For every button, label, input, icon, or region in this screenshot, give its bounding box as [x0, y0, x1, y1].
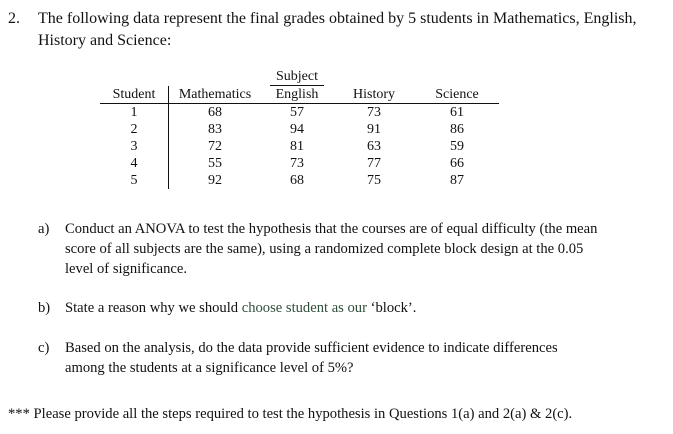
cell-student: 2 [100, 121, 169, 138]
table-row [100, 121, 499, 138]
cell-history: 75 [367, 173, 381, 188]
cell-english: 57 [290, 105, 304, 120]
part-a-line-1: Conduct an ANOVA to test the hypothesis that the courses are of equal difficulty (the mean [65, 221, 598, 237]
cell-math: 92 [208, 173, 222, 188]
part-b-text-start: State a reason why we should [65, 300, 242, 316]
table-row [100, 155, 499, 172]
table-row [100, 138, 499, 155]
cell-english: 81 [290, 139, 304, 154]
header-science: Science [415, 86, 499, 104]
cell-math: 55 [208, 156, 222, 171]
table-group-header-row [100, 68, 499, 86]
subject-group-header: Subject [270, 68, 324, 86]
cell-student: 4 [100, 155, 169, 172]
question-number: 2. [8, 10, 20, 27]
table-row [100, 172, 499, 189]
grades-table [100, 68, 499, 189]
table-header-row [100, 86, 499, 104]
cell-math: 72 [208, 139, 222, 154]
cell-history: 91 [367, 122, 381, 137]
cell-science: 66 [450, 156, 464, 171]
cell-english: 94 [290, 122, 304, 137]
question-line-2: History and Science: [38, 32, 172, 49]
header-mathematics: Mathematics [169, 86, 262, 104]
cell-history: 73 [367, 105, 381, 120]
footer-stars: *** [8, 406, 30, 422]
part-b-text-end: ‘block’. [366, 300, 417, 316]
table-row [100, 104, 499, 122]
question-line-1: The following data represent the final grades obtained by 5 students in Mathematics, English, [38, 10, 637, 27]
cell-history: 63 [367, 139, 381, 154]
cell-science: 61 [450, 105, 464, 120]
cell-science: 86 [450, 122, 464, 137]
cell-math: 68 [208, 105, 222, 120]
part-b-text [65, 298, 416, 318]
cell-math: 83 [208, 122, 222, 137]
cell-student: 3 [100, 138, 169, 155]
part-a-line-3: level of significance. [65, 261, 187, 277]
header-student: Student [100, 86, 169, 104]
part-c-line-2: among the students at a significance level of 5%? [65, 360, 354, 376]
cell-history: 77 [367, 156, 381, 171]
part-a-line-2: score of all subjects are the same), using a randomized complete block design at the 0.05 [65, 241, 584, 257]
part-b-text-mid: choose student as our [241, 300, 367, 316]
cell-science: 87 [450, 173, 464, 188]
part-a-label: a) [38, 221, 50, 237]
footer-text: Please provide all the steps required to test the hypothesis in Questions 1(a) and 2(a) & 2(c). [33, 406, 573, 422]
cell-english: 73 [290, 156, 304, 171]
part-b-label: b) [38, 300, 51, 316]
cell-english: 68 [290, 173, 304, 188]
header-history: History [333, 86, 415, 104]
cell-science: 59 [450, 139, 464, 154]
part-c-line-1: Based on the analysis, do the data provide sufficient evidence to indicate differences [65, 340, 558, 356]
cell-student: 1 [100, 104, 169, 122]
footer-note [8, 404, 572, 424]
header-english: English [261, 86, 333, 104]
part-c-label: c) [38, 340, 50, 356]
cell-student: 5 [100, 172, 169, 189]
